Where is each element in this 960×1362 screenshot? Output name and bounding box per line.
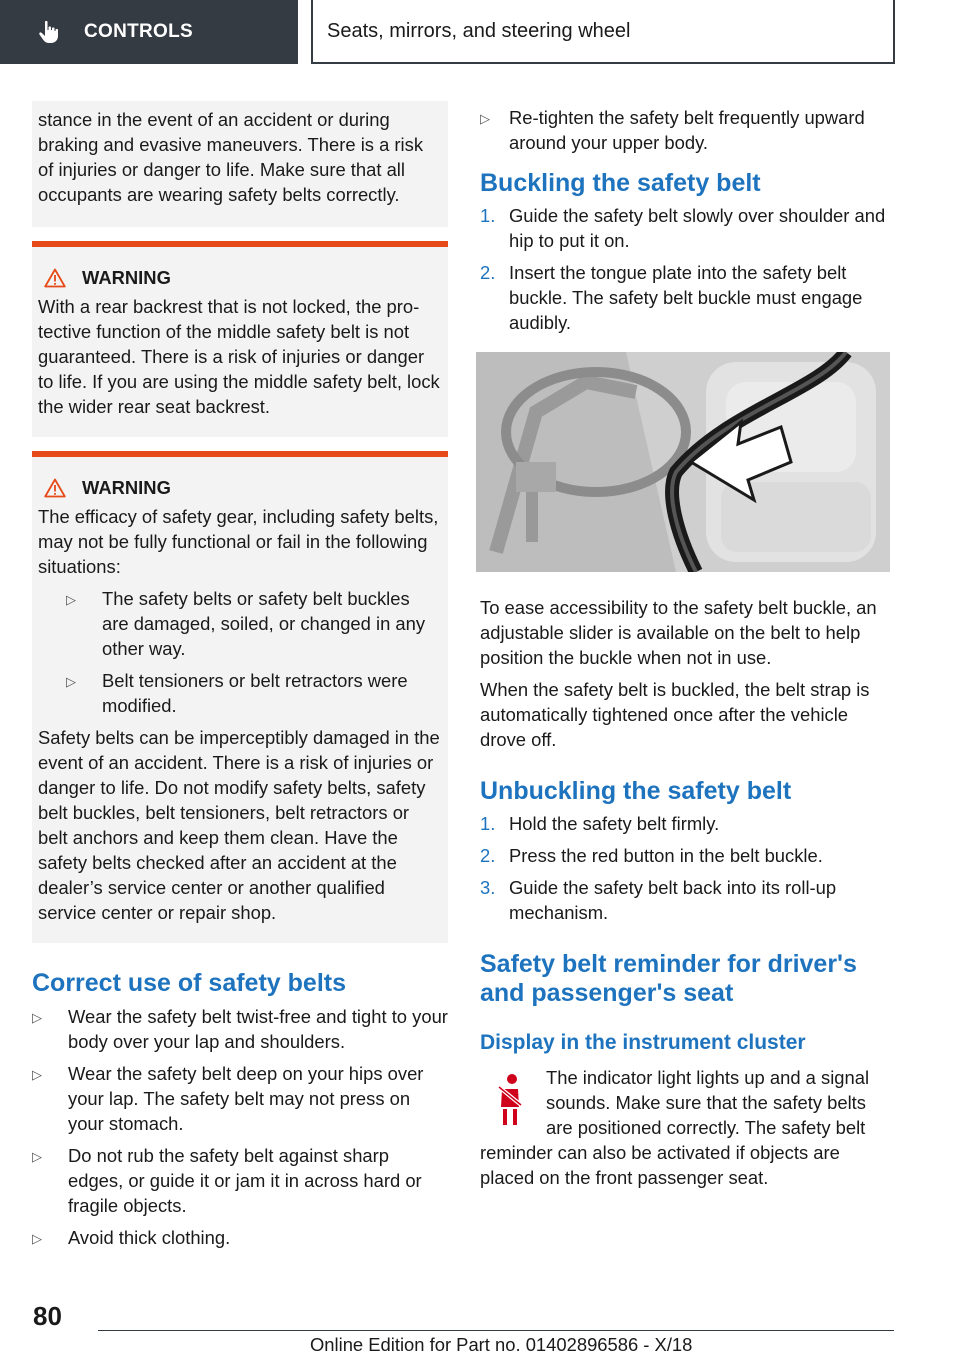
heading-correct-use: Correct use of safety belts: [32, 969, 346, 997]
triangle-bullet-icon: ▷: [32, 1067, 42, 1082]
section-title: Seats, mirrors, and steering wheel: [327, 19, 631, 42]
buckle-slider-text: To ease accessibility to the safety belt buckle, an adjustable slider is available on the belt to help position the buckle when not in use.: [480, 597, 877, 668]
list-item: 2. Press the red button in the belt buckle.: [480, 845, 823, 866]
list-item: 1. Guide the safety belt slowly over shoulder and hip to put it on.: [480, 205, 886, 251]
right-column: [480, 101, 894, 1190]
triangle-bullet-icon: ▷: [32, 1010, 42, 1025]
list-item: ▷ Re-tighten the safety belt frequently upward around your upper body.: [480, 107, 865, 153]
triangle-bullet-icon: ▷: [66, 592, 76, 607]
list-item: ▷ Do not rub the safety belt against sharp edges, or guide it or jam it in across hard or fragile objects.: [32, 1145, 422, 1216]
warning-triangle-icon: [44, 268, 66, 288]
list-item: 3. Guide the safety belt back into its roll-up mechanism.: [480, 877, 837, 923]
warning-heading: [44, 475, 440, 500]
chapter-label: CONTROLS: [84, 21, 194, 42]
intro-text: stance in the event of an accident or during braking and evasive maneuvers. There is a risk of injuries or danger to life. Make sure that all occupants are wearing safety belts correctly.: [38, 109, 424, 205]
warning-label: WARNING: [82, 477, 171, 498]
reminder-section: [480, 1065, 894, 1190]
unbuckling-steps: [480, 811, 894, 925]
list-item: ▷ Wear the safety belt twist-free and tight to your body over your lap and shoulders.: [32, 1006, 448, 1052]
buckling-steps: [480, 203, 894, 335]
chapter-tab: [0, 0, 298, 64]
triangle-bullet-icon: ▷: [32, 1231, 42, 1246]
warning-label: WARNING: [82, 267, 171, 288]
left-column: [32, 101, 448, 1251]
hand-icon: [36, 19, 62, 45]
triangle-bullet-icon: ▷: [32, 1149, 42, 1164]
warning-box-rear-backrest: [32, 241, 448, 437]
warning-box-safety-gear: [32, 451, 448, 943]
footer-edition: Online Edition for Part no. 01402896586 - X/18: [310, 1334, 693, 1355]
warning-outro: Safety belts can be imperceptibly damaged in the event of an accident. There is a risk of injuries or danger to life. Do not modify safety belts, safety belt buckles, belt tensioners, belt retractors or belt anchors and keep them clean. Have the safety belts checked after an accident at the dealer’s service center or another qualified service center or repair shop.: [38, 727, 440, 923]
list-item: 1. Hold the safety belt firmly.: [480, 813, 720, 834]
footer-divider: [98, 1330, 894, 1331]
correct-use-list: [32, 1004, 448, 1251]
list-item: ▷ Belt tensioners or belt retractors were modified.: [66, 670, 408, 716]
heading-buckling: Buckling the safety belt: [480, 169, 761, 197]
subheading-instrument-cluster: Display in the instrument cluster: [480, 1031, 806, 1054]
belt-tighten-text: When the safety belt is buckled, the belt strap is automatically tightened once after the vehicle drove off.: [480, 679, 870, 750]
heading-belt-reminder: Safety belt reminder for driver's and passenger's seat: [480, 950, 857, 1007]
page-number: 80: [33, 1301, 62, 1331]
list-item: ▷ Wear the safety belt deep on your hips over your lap. The safety belt may not press on your stomach.: [32, 1063, 424, 1134]
reminder-text: The indicator light lights up and a signal sounds. Make sure that the safety belts are positioned correctly. The safety belt reminder can also be activated if objects are placed on the front passenger seat.: [480, 1067, 870, 1188]
triangle-bullet-icon: ▷: [66, 674, 76, 689]
warning-intro: The efficacy of safety gear, including safety belts, may not be fully functional or fail in the following situations:: [38, 506, 439, 577]
heading-unbuckling: Unbuckling the safety belt: [480, 777, 792, 805]
warning-triangle-icon: [44, 478, 66, 498]
intro-box: [32, 101, 448, 227]
list-item: 2. Insert the tongue plate into the safety belt buckle. The safety belt buckle must engage audibly.: [480, 262, 863, 333]
section-title-box: [311, 0, 895, 64]
warning-text: With a rear backrest that is not locked, the protective function of the middle safety belt is not guaranteed. There is a risk of injuries or danger to life. If you are using the middle safety belt, lock the wider rear seat backrest.: [38, 296, 440, 417]
warning-heading: [44, 265, 440, 290]
seatbelt-indicator-icon: [486, 1071, 530, 1129]
list-item: ▷ The safety belts or safety belt buckles are damaged, soiled, or changed in any other way.: [66, 588, 426, 659]
triangle-bullet-icon: ▷: [480, 111, 490, 126]
safety-belt-photo: [476, 352, 890, 572]
list-item: ▷ Avoid thick clothing.: [32, 1225, 448, 1251]
